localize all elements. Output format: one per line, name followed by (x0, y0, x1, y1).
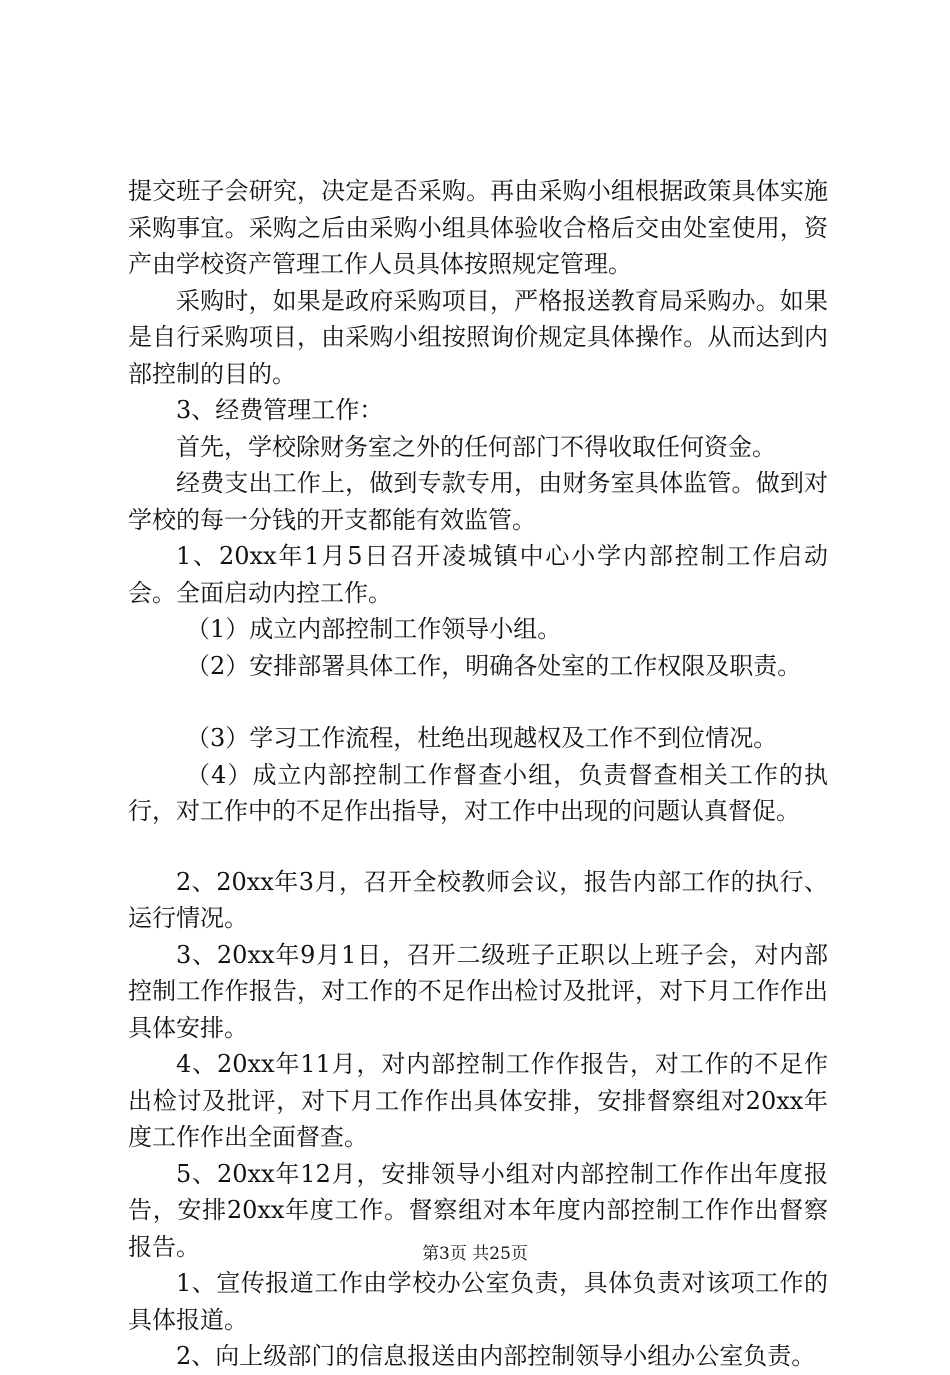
paragraph: 经费支出工作上，做到专款专用，由财务室具体监管。做到对学校的每一分钱的开支都能有效监管。 (128, 469, 828, 534)
paragraph: 3、经费管理工作： (176, 396, 384, 424)
paragraph: 4、20xx年11月，对内部控制工作作报告，对工作的不足作出检讨及批评，对下月工作作出具体安排，安排督察组对20xx年度工作作出全面督查。 (128, 1050, 828, 1151)
paragraph: 3、20xx年9月1日，召开二级班子正职以上班子会，对内部控制工作作报告，对工作的不足作出检讨及批评，对下月工作作出具体安排。 (128, 940, 828, 1042)
paragraph: 2、向上级部门的信息报送由内部控制领导小组办公室负责。 (176, 1342, 816, 1370)
document-body (128, 173, 828, 1375)
paragraph: （1）成立内部控制工作领导小组。 (186, 615, 562, 643)
paragraph: 1、20xx年1月5日召开凌城镇中心小学内部控制工作启动会。全面启动内控工作。 (128, 542, 828, 607)
page-number-footer: 第3页 共25页 (422, 1244, 528, 1264)
paragraph: （4）成立内部控制工作督查小组，负责督查相关工作的执行，对工作中的不足作出指导，对工作中出现的问题认真督促。 (128, 760, 828, 825)
paragraph: 5、20xx年12月，安排领导小组对内部控制工作作出年度报告，安排20xx年度工作。督察组对本年度内部控制工作作出督察报告。 (128, 1159, 828, 1261)
paragraph: （3）学习工作流程，杜绝出现越权及工作不到位情况。 (186, 724, 778, 752)
paragraph: 2、20xx年3月，召开全校教师会议，报告内部工作的执行、运行情况。 (128, 867, 828, 932)
paragraph: 提交班子会研究，决定是否采购。再由采购小组根据政策具体实施采购事宜。采购之后由采购小组具体验收合格后交由处室使用，资产由学校资产管理工作人员具体按照规定管理。 (128, 177, 828, 278)
paragraph: 首先，学校除财务室之外的任何部门不得收取任何资金。 (176, 432, 776, 461)
paragraph: 采购时，如果是政府采购项目，严格报送教育局采购办。如果是自行采购项目，由采购小组按照询价规定具体操作。从而达到内部控制的目的。 (128, 286, 828, 388)
paragraph: （2）安排部署具体工作，明确各处室的工作权限及职责。 (186, 651, 802, 680)
paragraph: 1、宣传报道工作由学校办公室负责，具体负责对该项工作的具体报道。 (128, 1269, 828, 1334)
